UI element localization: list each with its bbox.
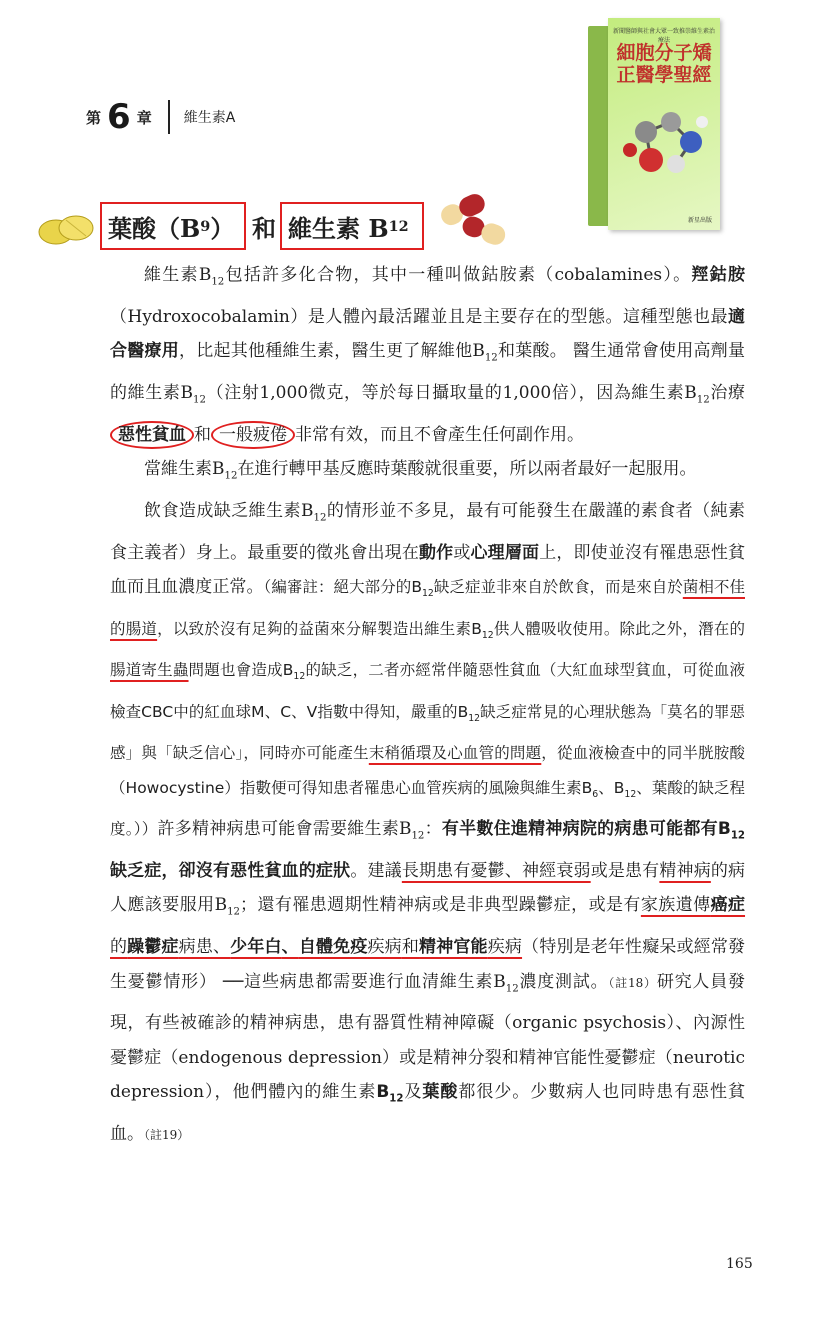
text: 飲食造成缺乏維生素B bbox=[144, 501, 314, 521]
text: 許多精神病患可能會需要維生素B bbox=[157, 819, 412, 840]
text: 的病人應該要服用B bbox=[110, 860, 746, 916]
bold-term: 動作 bbox=[419, 542, 454, 563]
bold-term: 適合醫療用 bbox=[110, 306, 745, 362]
subscript: 12 bbox=[227, 906, 241, 918]
text: 。建議 bbox=[350, 860, 402, 881]
underlined-term: 疾病 bbox=[487, 937, 523, 958]
underlined-bold-term: 自體免疫 bbox=[298, 937, 368, 958]
subscript: 12 bbox=[730, 830, 745, 842]
bold-term: B bbox=[376, 1082, 390, 1103]
subscript: 6 bbox=[592, 788, 599, 800]
underlined-bold-term: 癌症 bbox=[710, 895, 746, 916]
subscript: 12 bbox=[481, 629, 494, 641]
title-sub-9: 9 bbox=[200, 217, 211, 235]
paragraph-2 bbox=[110, 452, 745, 494]
text: 缺乏症並非來自於飲食，而是來自於 bbox=[433, 578, 683, 597]
book-cover-image bbox=[588, 18, 720, 230]
text: 或 bbox=[453, 542, 471, 563]
subscript: 12 bbox=[192, 394, 206, 406]
text: 研究人員發現，有些被確診的精神病患，患有器質性精神障礙（organic psychosis）、內源性憂鬱症（endogenous depression）或是精神分裂和精神官能性憂鬱症（neurotic depression），他們體內的維生素 bbox=[110, 971, 746, 1103]
text: 非常有效，而且不會產生任何副作用。 bbox=[295, 424, 584, 445]
underlined-bold-term: 精神官能 bbox=[419, 937, 488, 958]
subscript: 12 bbox=[411, 830, 425, 842]
chapter-number: 6 bbox=[107, 97, 131, 137]
text: 都很少。少數病人也同時患有惡性貧血。 bbox=[110, 1082, 745, 1144]
title-part1: 葉酸（B bbox=[108, 213, 201, 243]
text: 、B bbox=[598, 778, 625, 797]
text: 、葉酸的缺乏程度。）） bbox=[110, 778, 745, 839]
subscript: 12 bbox=[421, 588, 434, 600]
chapter-suffix: 章 bbox=[136, 108, 152, 127]
title-connector: 和 bbox=[252, 213, 276, 243]
title-sub-12: 12 bbox=[388, 217, 409, 235]
editor-note bbox=[110, 578, 745, 838]
text: 的情形並不多見，最有可能發生在嚴謹的素食者（純素食主義者）身上。最重要的徵兆會出現在 bbox=[110, 501, 746, 563]
underlined-bold-term: 、 bbox=[281, 937, 299, 958]
text: ；還有罹患週期性精神病或是非典型躁鬱症，或是有 bbox=[240, 895, 641, 916]
underlined-term: 精神病 bbox=[659, 860, 711, 881]
text: 及 bbox=[403, 1082, 423, 1103]
text: （Hydroxocobalamin）是人體內最活躍並且是主要存在的型態。這種型態也最 bbox=[110, 306, 728, 327]
text: ，從血液檢查中的同半胱胺酸（Howocystine）指數便可得知患者罹患心血管疾病的風險與維生素B bbox=[110, 744, 745, 797]
book-cover-tagline: 新聞醫師與社會大眾一致推崇維生素治療法 bbox=[612, 28, 715, 44]
underlined-bold-term: 躁鬱症 bbox=[127, 937, 179, 958]
book-front-cover bbox=[608, 18, 720, 230]
text: ，以致於沒有足夠的益菌來分解製造出維生素B bbox=[157, 619, 482, 638]
body-text bbox=[110, 258, 745, 1152]
subscript: 12 bbox=[484, 352, 498, 364]
text: 缺乏症常見的心理狀態為「莫名的罪惡感」與「缺乏信心」，同時亦可能產生 bbox=[110, 702, 745, 763]
vitamin-b12-title-box bbox=[280, 202, 424, 250]
circled-pernicious-anemia: 惡性貧血 bbox=[110, 421, 194, 449]
subscript: 12 bbox=[211, 276, 225, 288]
subscript: 12 bbox=[624, 788, 637, 800]
text: 或是患有 bbox=[590, 860, 660, 881]
book-cover-title: 細胞分子矯正醫學聖經 bbox=[616, 42, 712, 86]
footnote-ref: （註18） bbox=[608, 975, 657, 990]
bold-term: 心理層面 bbox=[470, 542, 540, 563]
header-divider bbox=[168, 100, 170, 134]
bold-term: 缺乏症，卻沒有惡性貧血的症狀 bbox=[110, 860, 351, 881]
bold-term: 有半數住進精神病院的病患可能都有B bbox=[441, 819, 731, 840]
text: 濃度測試。 bbox=[518, 971, 609, 992]
text: 的缺乏，二者亦經常伴隨惡性貧血（大紅血球型貧血，可從血液檢查CBC中的紅血球M、C、V指數中得知，嚴重的B bbox=[110, 661, 745, 721]
text: 包括許多化合物，其中一種叫做鈷胺素（cobalamines）。 bbox=[224, 265, 692, 285]
text: 維生素B bbox=[144, 265, 212, 285]
subscript: 12 bbox=[224, 470, 238, 482]
subscript: 12 bbox=[313, 512, 327, 524]
subscript: 12 bbox=[293, 671, 306, 683]
underlined-bold-term: 少年白 bbox=[230, 937, 282, 958]
underlined-term: 的 bbox=[110, 937, 128, 958]
bold-term: 葉酸 bbox=[422, 1082, 459, 1103]
text: 和 bbox=[194, 424, 211, 445]
text: 上，即使並沒有罹患惡性貧血而且血濃度正常。 bbox=[110, 542, 746, 598]
text: （特別是老年性癡呆或經常發生憂鬱情形） ──這些病患都需要進行血清維生素B bbox=[110, 937, 746, 992]
page-number: 165 bbox=[726, 1256, 753, 1272]
text: 治療 bbox=[709, 383, 746, 403]
chapter-prefix: 第 bbox=[86, 108, 102, 127]
molecule-illustration bbox=[616, 102, 716, 182]
subscript: 12 bbox=[389, 1093, 404, 1105]
underlined-term: 腸道寄生蟲 bbox=[110, 661, 189, 680]
chapter-title: 維生素A bbox=[183, 110, 236, 126]
subscript: 12 bbox=[696, 394, 710, 406]
book-publisher: 新星出版 bbox=[687, 217, 712, 224]
circled-general-fatigue: 一般疲倦 bbox=[211, 421, 295, 449]
text: （編審註：絕大部分的B bbox=[263, 578, 422, 597]
text: 和葉酸。 醫生通常會使用高劑量的維生素B bbox=[110, 341, 746, 403]
text: 供人體吸收使用。除此之外，潛在的 bbox=[493, 619, 745, 638]
text: （注射1,000微克，等於每日攝取量的1,000倍），因為維生素B bbox=[205, 383, 697, 403]
section-title bbox=[100, 196, 424, 256]
underlined-term: 疾病 bbox=[367, 937, 402, 958]
subscript: 12 bbox=[505, 982, 519, 994]
title-part1-end: ） bbox=[210, 213, 235, 243]
paragraph-3 bbox=[110, 494, 745, 1152]
text: ： bbox=[424, 819, 442, 840]
underlined-term: 長期患有憂鬱、神經衰弱 bbox=[401, 860, 591, 881]
underlined-term: 菌相不佳的腸道 bbox=[110, 578, 745, 638]
paragraph-1 bbox=[110, 258, 745, 452]
text: 在進行轉甲基反應時葉酸就很重要，所以兩者最好一起服用。 bbox=[237, 459, 697, 480]
capsule-pills-icon bbox=[432, 188, 512, 248]
text: 問題也會造成B bbox=[188, 661, 294, 680]
yellow-pill-icon bbox=[36, 212, 96, 248]
title-part2: 維生素 B bbox=[288, 213, 389, 243]
footnote-ref: （註19） bbox=[144, 1127, 190, 1142]
chapter-header bbox=[86, 98, 235, 136]
underlined-term: 和 bbox=[401, 937, 420, 958]
bold-term: 羥鈷胺 bbox=[691, 265, 746, 285]
text: ，比起其他種維生素，醫生更了解維他B bbox=[179, 341, 485, 362]
underlined-term: 病患、 bbox=[178, 937, 231, 958]
folic-acid-title-box bbox=[100, 202, 246, 250]
text: 當維生素B bbox=[144, 459, 225, 480]
book-spine bbox=[588, 26, 610, 226]
underlined-term: 家族遺傳 bbox=[640, 895, 711, 916]
underlined-term: 末稍循環及心血管的問題 bbox=[368, 744, 542, 763]
subscript: 12 bbox=[468, 712, 481, 724]
